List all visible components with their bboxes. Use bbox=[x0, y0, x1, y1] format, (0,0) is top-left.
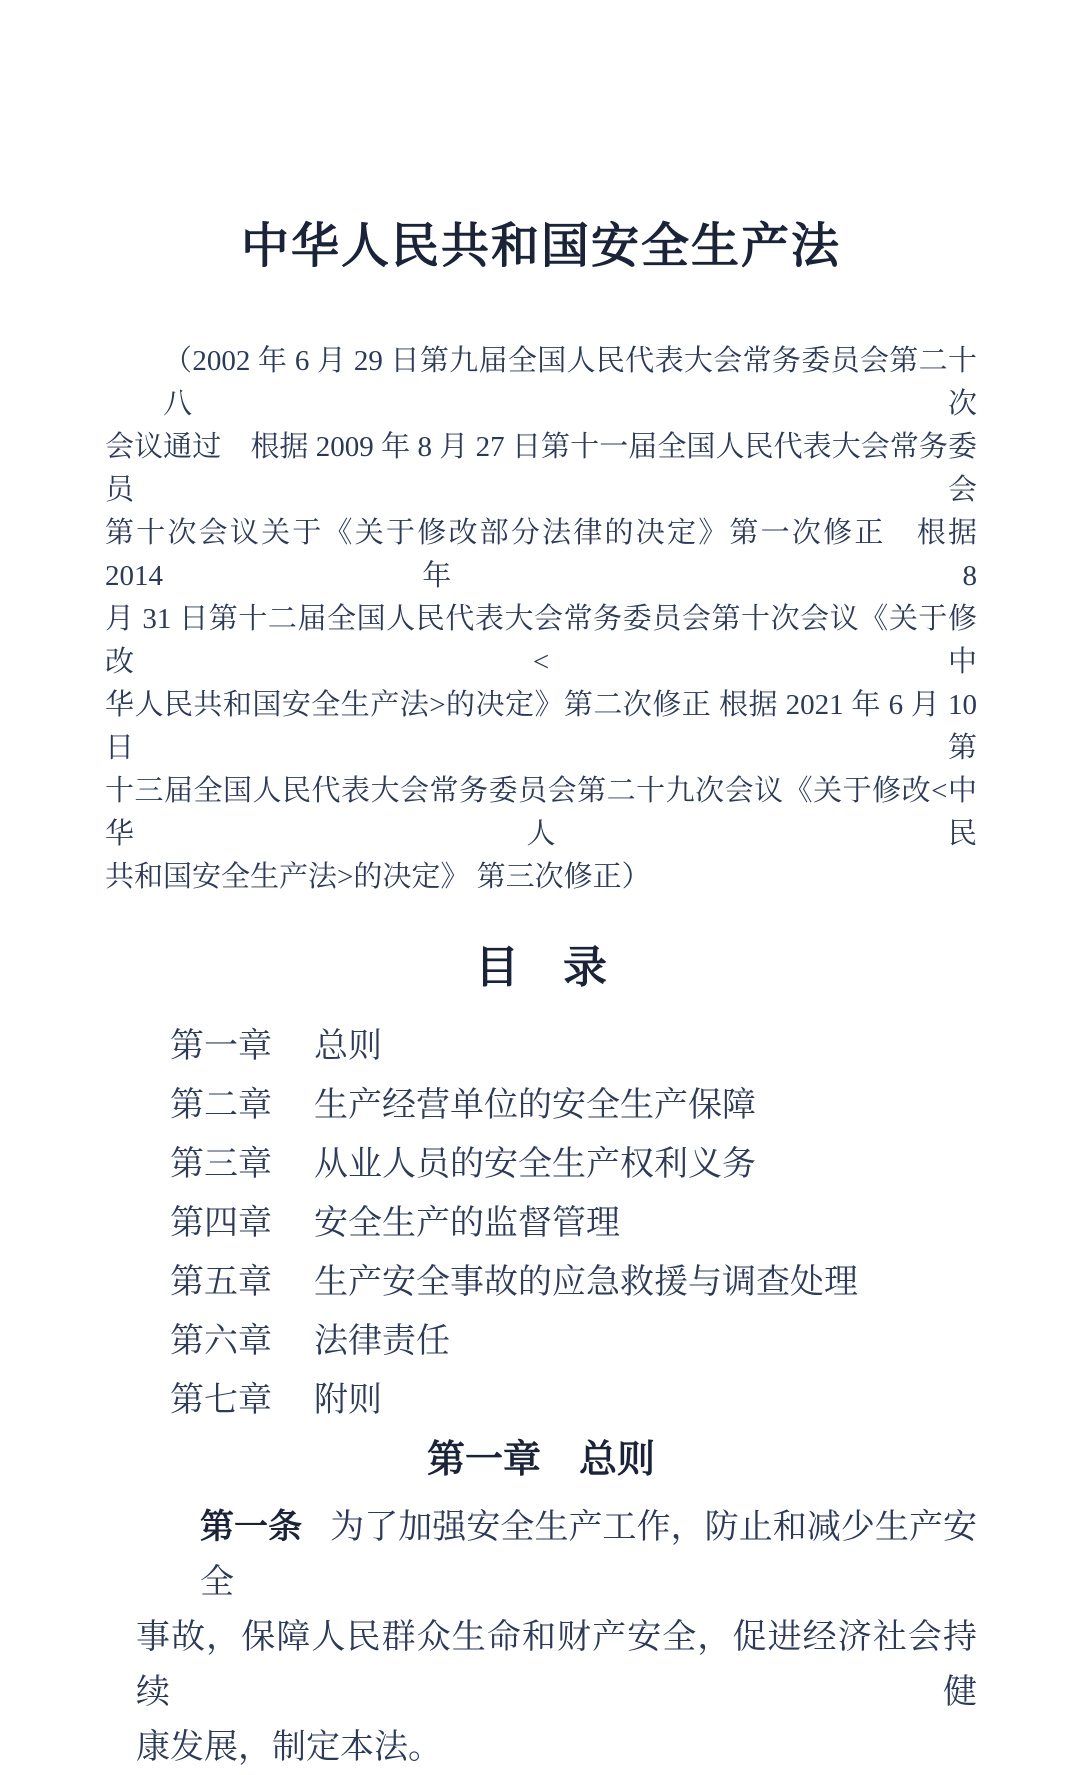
toc-chapter-title: 从业人员的安全生产权利义务 bbox=[314, 1146, 756, 1184]
preamble-line-7: 共和国安全生产法>的决定》 第三次修正） bbox=[105, 860, 651, 893]
toc-item-chapter-5 bbox=[170, 1253, 977, 1312]
toc-chapter-number: 第六章 bbox=[170, 1323, 272, 1361]
toc-chapter-number: 第五章 bbox=[170, 1264, 272, 1302]
toc-item-chapter-4 bbox=[170, 1194, 977, 1253]
chapter-1-heading: 第一章 总则 bbox=[426, 1439, 655, 1482]
toc-item-chapter-1 bbox=[170, 1017, 977, 1076]
article-1-text: 为了加强安全生产工作，防止和减少生产安全 bbox=[200, 1508, 978, 1601]
preamble-line-1: （2002 年 6 月 29 日第九届全国人民代表大会常务委员会第二十八次 bbox=[163, 344, 977, 420]
preamble-line-2: 会议通过 根据 2009 年 8 月 27 日第十一届全国人民代表大会常务委员会 bbox=[105, 430, 977, 506]
preamble-line-4: 月 31 日第十二届全国人民代表大会常务委员会第十次会议《关于修改<中 bbox=[105, 602, 977, 678]
toc-chapter-number: 第七章 bbox=[170, 1382, 272, 1420]
toc-heading: 目 录 bbox=[475, 942, 607, 992]
toc-chapter-number: 第一章 bbox=[170, 1028, 272, 1066]
document-page bbox=[0, 218, 1080, 1766]
preamble-paragraph bbox=[105, 340, 985, 899]
toc-chapter-title: 生产经营单位的安全生产保障 bbox=[314, 1087, 756, 1125]
toc-item-chapter-7 bbox=[170, 1371, 977, 1430]
preamble-line-5: 华人民共和国安全生产法>的决定》第二次修正 根据 2021 年 6 月 10 日第 bbox=[105, 688, 985, 764]
article-1-number: 第一条 bbox=[200, 1507, 303, 1546]
toc-chapter-title: 安全生产的监督管理 bbox=[314, 1205, 620, 1243]
toc-chapter-title: 生产安全事故的应急救援与调查处理 bbox=[314, 1264, 858, 1302]
toc-list bbox=[170, 1017, 977, 1430]
toc-item-chapter-2 bbox=[170, 1076, 977, 1135]
document-title: 中华人民共和国安全生产法 bbox=[240, 220, 841, 273]
toc-chapter-title: 法律责任 bbox=[314, 1323, 450, 1361]
preamble-line-6: 十三届全国人民代表大会常务委员会第二十九次会议《关于修改<中华人民 bbox=[105, 774, 977, 850]
toc-item-chapter-6 bbox=[170, 1312, 977, 1371]
toc-chapter-title: 附则 bbox=[314, 1382, 382, 1420]
preamble-line-3: 第十次会议关于《关于修改部分法律的决定》第一次修正 根据 2014 年 8 bbox=[105, 516, 985, 592]
article-1-line-1 bbox=[136, 1500, 977, 1610]
article-1-line-2: 事故，保障人民群众生命和财产安全，促进经济社会持续健 bbox=[136, 1618, 977, 1711]
toc-chapter-number: 第三章 bbox=[170, 1146, 272, 1184]
toc-chapter-number: 第四章 bbox=[170, 1205, 272, 1243]
toc-chapter-number: 第二章 bbox=[170, 1087, 272, 1125]
article-1-line-3: 康发展，制定本法。 bbox=[136, 1728, 442, 1766]
toc-chapter-title: 总则 bbox=[314, 1028, 382, 1066]
article-1-paragraph bbox=[136, 1500, 977, 1775]
toc-item-chapter-3 bbox=[170, 1135, 977, 1194]
